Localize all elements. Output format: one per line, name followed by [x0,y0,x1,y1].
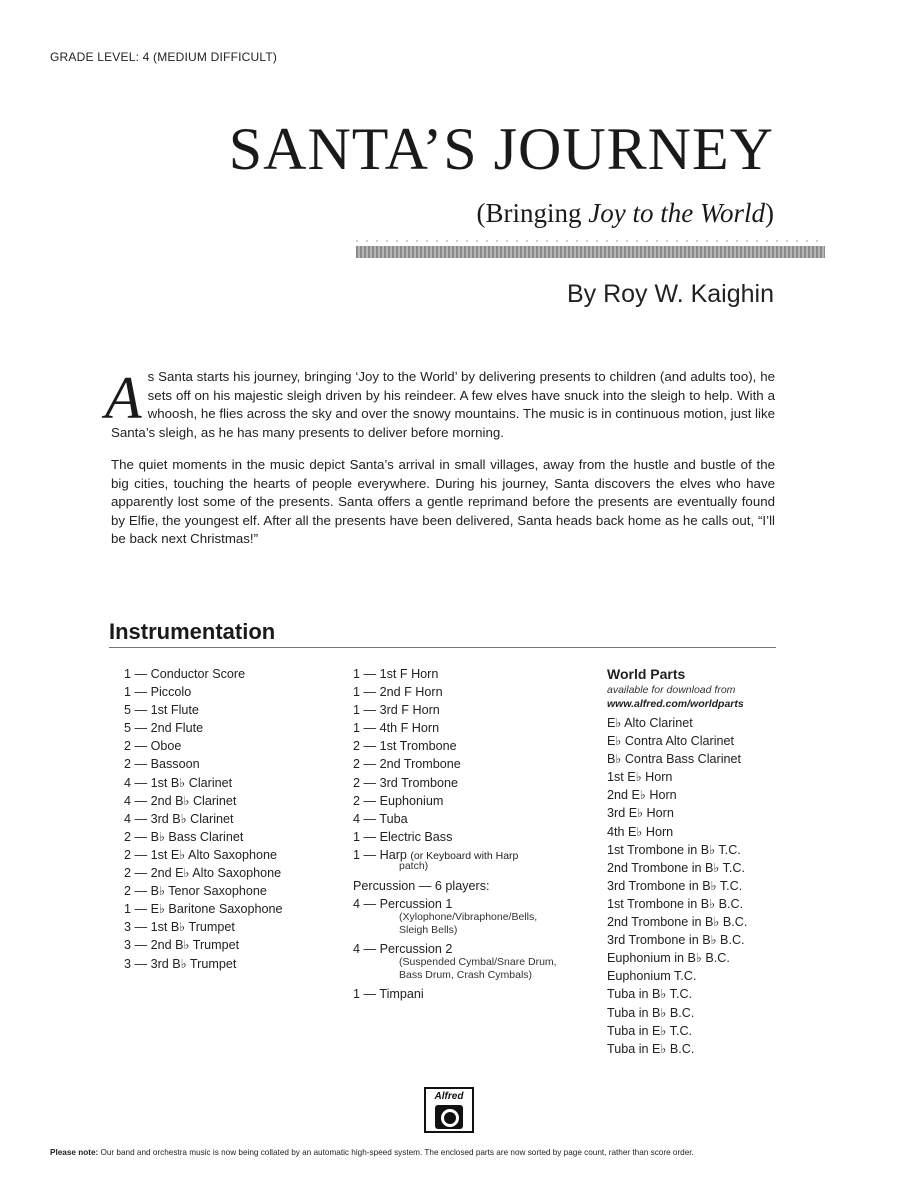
list-item: 2 — Oboe [124,739,182,754]
page-title: SANTA’S JOURNEY [228,116,774,182]
list-item: Tuba in E♭ T.C. [607,1023,693,1038]
intro-paragraph-1 [105,365,775,442]
list-item: 1 — 4th F Horn [353,721,440,736]
list-item: 2 — 2nd Trombone [353,757,461,772]
intro-text [105,365,775,563]
list-item: Tuba in E♭ B.C. [607,1041,695,1056]
footer-note-text: Our band and orchestra music is now being collated by an automatic high-speed system. The enclosed parts are now sorted by page count, rather than score order. [98,1148,694,1157]
subtitle-suffix: ) [765,198,774,228]
list-item: 5 — 2nd Flute [124,721,204,736]
drop-cap: A [105,365,142,431]
percussion-1-note: (Xylophone/Vibraphone/Bells, Sleigh Bells) [399,911,538,937]
list-item: 1 — Timpani [353,987,424,1002]
instrumentation-column-2 [353,665,569,1003]
intro-paragraph-1-text: s Santa starts his journey, bringing ‘Joy to the World’ by delivering presents to children (and adults too), he sets off on his majestic sleigh driven by his reindeer. A few elves have snuck into the sleigh to help. With a whoosh, he flies across the sky and over the snowy mountains. The music is in continuous motion, just like Santa’s sleigh, as he has many presents to deliver before morning. [111,369,775,440]
decorative-rule-top [356,240,825,242]
harp-label: 1 — Harp [353,847,407,862]
list-item: 2 — B♭ Bass Clarinet [124,829,244,844]
footer-note-label: Please note: [50,1148,99,1157]
intro-paragraph-2: The quiet moments in the music depict Santa’s arrival in small villages, away from the hustle and bustle of the big cities, touching the hearts of people everywhere. During his journey, Santa discovers the elves who have apparently lost some of the presents. Santa offers a gentle reprimand before the presents are eventually found by Elfie, the youngest elf. After all the presents have been delivered, Santa heads back home as he calls out, “I’ll be back next Christmas!” [111,457,775,546]
instrumentation-column-1 [124,665,283,973]
subtitle-prefix: (Bringing [476,198,589,228]
percussion-header: Percussion — 6 players: [353,879,490,894]
list-item: 2 — 2nd E♭ Alto Saxophone [124,866,282,881]
list-item: 1 — 1st F Horn [353,667,439,681]
subtitle [477,198,774,229]
list-item: 2nd E♭ Horn [607,788,677,803]
world-parts-title: World Parts [607,666,686,682]
world-parts-subtitle: available for download from [607,684,736,696]
list-item: 4th E♭ Horn [607,824,674,839]
list-item: 2 — 1st E♭ Alto Saxophone [124,847,277,862]
author: By Roy W. Kaighin [566,280,774,308]
list-item: 4 — 1st B♭ Clarinet [124,775,233,790]
list-item: 1st E♭ Horn [607,770,673,785]
list-item: 1 — Conductor Score [124,667,246,681]
list-item: 1st Trombone in B♭ T.C. [607,842,741,857]
world-parts-url: www.alfred.com/worldparts [607,698,744,710]
instrumentation-rule [109,647,776,648]
list-item: 1st Trombone in B♭ B.C. [607,896,744,911]
list-item: 1 — 2nd F Horn [353,685,443,700]
percussion-2-note: (Suspended Cymbal/Snare Drum, Bass Drum, Crash Cymbals) [399,956,557,982]
list-item: 4 — Tuba [353,811,408,826]
list-item: Tuba in B♭ B.C. [607,1005,695,1020]
list-item: 3rd Trombone in B♭ T.C. [607,878,743,893]
list-item: E♭ Alto Clarinet [607,716,693,730]
list-item: B♭ Contra Bass Clarinet [607,752,742,767]
list-item: 4 — Percussion 2 [353,942,453,957]
instrumentation-heading: Instrumentation [109,619,276,644]
list-item: 4 — 2nd B♭ Clarinet [124,793,237,808]
list-item: 1 — 3rd F Horn [353,703,440,718]
list-item: 3 — 1st B♭ Trumpet [124,920,235,935]
list-item: 1 — Piccolo [124,685,192,700]
harp-note-continued: patch) [399,860,429,873]
list-item: 2nd Trombone in B♭ B.C. [607,915,748,930]
list-item: 2 — 3rd Trombone [353,775,458,790]
list-item: 4 — 3rd B♭ Clarinet [124,811,234,826]
list-item: 5 — 1st Flute [124,703,199,718]
alfred-logo-mark-icon [435,1105,463,1129]
list-item: 1 — E♭ Baritone Saxophone [124,902,283,917]
list-item: 3rd E♭ Horn [607,806,674,821]
list-item: 3 — 3rd B♭ Trumpet [124,956,237,971]
list-item: E♭ Contra Alto Clarinet [607,734,735,749]
list-item: 2nd Trombone in B♭ T.C. [607,860,746,875]
list-item: Euphonium T.C. [607,969,697,984]
list-item: 3 — 2nd B♭ Trumpet [124,938,240,953]
alfred-logo [424,1087,474,1133]
world-parts-column [607,665,747,1058]
alfred-logo-text: Alfred [434,1091,464,1102]
list-item: 1 — Electric Bass [353,829,453,844]
list-item: Euphonium in B♭ B.C. [607,951,730,966]
grade-level: GRADE LEVEL: 4 (MEDIUM DIFFICULT) [50,50,278,64]
list-item: 2 — Euphonium [353,793,444,808]
harp-note: (or Keyboard with Harp [410,849,519,862]
list-item: 3rd Trombone in B♭ B.C. [607,933,745,948]
decorative-rule [356,246,825,258]
list-item: 2 — Bassoon [124,757,200,772]
subtitle-italic: Joy to the World [588,198,765,228]
list-item: 2 — 1st Trombone [353,739,457,754]
list-item: 4 — Percussion 1 [353,897,453,912]
list-item: Tuba in B♭ T.C. [607,987,693,1002]
footer-note [50,1148,850,1157]
list-item: 2 — B♭ Tenor Saxophone [124,884,267,899]
